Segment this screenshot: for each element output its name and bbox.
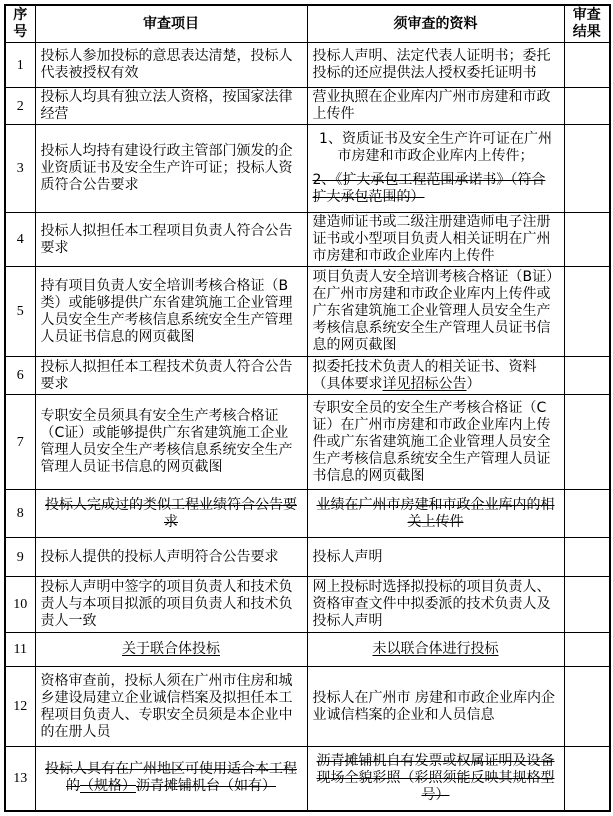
row-13-item <box>35 747 307 811</box>
row-8-result-cell <box>564 490 610 538</box>
row-4-item-text: 投标人拟担任本工程项目负责人符合公告要求 <box>40 222 293 256</box>
qualification-review-table <box>4 4 611 812</box>
row-12-result-cell <box>564 667 610 747</box>
row-1-result-cell <box>564 43 610 88</box>
row-12-materials <box>307 667 564 747</box>
row-13-item-struck-text-post: 沥青摊铺机台（如有） <box>136 778 276 795</box>
row-8-no: 8 <box>5 490 35 538</box>
row-5-no: 5 <box>5 267 35 357</box>
header-review-item: 审查项目 <box>35 5 307 43</box>
row-8-item-struck-text: 投标人完成过的类似工程业绩符合公告要求 <box>45 496 297 530</box>
row-5-materials-text: 项目负责人安全培训考核合格证（B证）在广州市房建和市政企业库内上传件或广东省建筑施工企业管理人员安全生产考核信息系统安全生产管理人员证书信息的网页截图 <box>312 269 554 353</box>
row-8-materials <box>307 490 564 538</box>
row-3-materials-paragraph-1: 1、资质证书及安全生产许可证在广州市房建和市政企业库内上传件； <box>319 131 552 164</box>
row-8-materials-struck-text: 业绩在广州市房建和市政企业库内的相关上传件 <box>316 496 555 530</box>
row-2-materials <box>307 88 564 125</box>
table-row <box>5 747 610 811</box>
row-9-item-text: 投标人提供的投标人声明符合公告要求 <box>40 548 279 565</box>
row-10-item <box>35 577 307 633</box>
header-serial-no: 序号 <box>5 5 35 43</box>
row-12-item <box>35 667 307 747</box>
row-11-item-underlined-text: 关于联合体投标 <box>122 641 220 657</box>
row-13-item-underlined-struck-text: （规格） <box>80 778 136 795</box>
row-11-no: 11 <box>5 633 35 667</box>
row-6-item <box>35 357 307 395</box>
table-row <box>5 213 610 267</box>
row-13-result-cell <box>564 747 610 811</box>
row-1-materials-text: 投标人声明、法定代表人证明书；委托投标的还应提供法人授权委托证明书 <box>312 48 551 81</box>
row-13-no: 13 <box>5 747 35 811</box>
row-12-item-text: 资格审查前，投标人须在广州市住房和城乡建设局建立企业诚信档案及拟担任本工程项目负责人、专职安全员须是本企业中的在册人员 <box>40 672 293 740</box>
table-row <box>5 633 610 667</box>
row-9-no: 9 <box>5 538 35 577</box>
row-3-materials <box>307 125 564 213</box>
table-row <box>5 88 610 125</box>
row-7-materials <box>307 395 564 490</box>
row-3-materials-paragraph-2-struck: 2、《扩大承包工程范围承诺书》（符合扩大承包范围的） <box>312 172 546 205</box>
table-row <box>5 43 610 88</box>
row-6-materials-text-post: ） <box>466 375 481 392</box>
row-10-materials <box>307 577 564 633</box>
row-4-result-cell <box>564 213 610 267</box>
row-8-item <box>35 490 307 538</box>
row-5-materials <box>307 267 564 357</box>
row-13-item-struck-text-pre: 投标人具有在广州地区可使用适合本工程的 <box>45 761 297 795</box>
row-2-no: 2 <box>5 88 35 125</box>
row-4-materials <box>307 213 564 267</box>
row-5-item <box>35 267 307 357</box>
row-5-item-text: 持有项目负责人安全培训考核合格证（B类）或能够提供广东省建筑施工企业管理人员安全生产考核信息系统安全生产管理人员证书信息的网页截图 <box>40 277 293 345</box>
row-10-no: 10 <box>5 577 35 633</box>
row-7-item-text: 专职安全员须具有安全生产考核合格证（C证）或能够提供广东省建筑施工企业管理人员安全生产考核信息系统安全生产管理人员证书信息的网页截图 <box>40 408 293 475</box>
header-materials: 须审查的资料 <box>307 5 564 43</box>
row-6-materials-underlined-text: 详见招标公告 <box>382 375 467 392</box>
row-11-item <box>35 633 307 667</box>
row-13-materials <box>307 747 564 811</box>
row-10-materials-text: 网上投标时选择拟投标的项目负责人、资格审查文件中拟委派的技术负责人及投标人声明 <box>312 579 551 629</box>
row-1-item <box>35 43 307 88</box>
table-row <box>5 667 610 747</box>
row-3-result-cell <box>564 125 610 213</box>
row-7-item <box>35 395 307 490</box>
row-4-materials-text: 建造师证书或二级注册建造师电子注册证书或小型项目负责人相关证明在广州市房建和市政企业库内上传件 <box>312 214 551 264</box>
row-6-item-text: 投标人拟担任本工程技术负责人符合公告要求 <box>40 358 293 392</box>
table-row <box>5 577 610 633</box>
row-2-item <box>35 88 307 125</box>
table-row <box>5 490 610 538</box>
table-row <box>5 538 610 577</box>
row-10-result-cell <box>564 577 610 633</box>
row-9-materials <box>307 538 564 577</box>
row-11-materials <box>307 633 564 667</box>
row-6-materials-text-pre: 拟委托技术负责人的相关证书、资料（具体要求 <box>312 358 537 392</box>
row-12-materials-text: 投标人在广州市 房建和市政企业库内企业诚信档案的企业和人员信息 <box>312 689 555 723</box>
row-3-item <box>35 125 307 213</box>
row-11-result-cell <box>564 633 610 667</box>
row-7-materials-text: 专职安全员的安全生产考核合格证（C证）在广州市房建和市政企业库内上传件或广东省建筑施工企业管理人员安全生产考核信息系统安全生产管理人员证书信息的网页截图 <box>312 399 551 484</box>
row-2-materials-text: 营业执照在企业库内广州市房建和市政上传件 <box>312 89 551 122</box>
row-10-item-text: 投标人声明中签字的项目负责人和技术负责人与本项目拟派的项目负责人和技术负责人一致 <box>40 579 293 629</box>
table-row <box>5 357 610 395</box>
row-2-item-text: 投标人均具有独立法人资格，按国家法律经营 <box>40 89 293 122</box>
table-row <box>5 125 610 213</box>
row-1-materials <box>307 43 564 88</box>
row-4-no: 4 <box>5 213 35 267</box>
row-1-item-text: 投标人参加投标的意思表达清楚，投标人代表被授权有效 <box>40 48 293 81</box>
row-11-materials-underlined-text: 未以联合体进行投标 <box>372 641 499 657</box>
row-5-result-cell <box>564 267 610 357</box>
header-review-result: 审查结果 <box>564 5 610 43</box>
header-row <box>5 5 610 43</box>
row-9-result-cell <box>564 538 610 577</box>
row-6-result-cell <box>564 357 610 395</box>
row-3-item-text: 投标人均持有建设行政主管部门颁发的企业资质证书及安全生产许可证；投标人资质符合公告要求 <box>40 143 293 193</box>
table-row <box>5 395 610 490</box>
row-7-no: 7 <box>5 395 35 490</box>
row-12-no: 12 <box>5 667 35 747</box>
row-2-result-cell <box>564 88 610 125</box>
row-9-materials-text: 投标人声明 <box>312 548 383 565</box>
row-6-materials <box>307 357 564 395</box>
row-3-no: 3 <box>5 125 35 213</box>
row-7-result-cell <box>564 395 610 490</box>
row-1-no: 1 <box>5 43 35 88</box>
row-9-item <box>35 538 307 577</box>
row-4-item <box>35 213 307 267</box>
row-6-no: 6 <box>5 357 35 395</box>
table-row <box>5 267 610 357</box>
row-13-materials-struck-text: 沥青摊铺机自有发票或权属证明及设备现场全貌彩照（彩照须能反映其规格型号） <box>316 752 555 803</box>
